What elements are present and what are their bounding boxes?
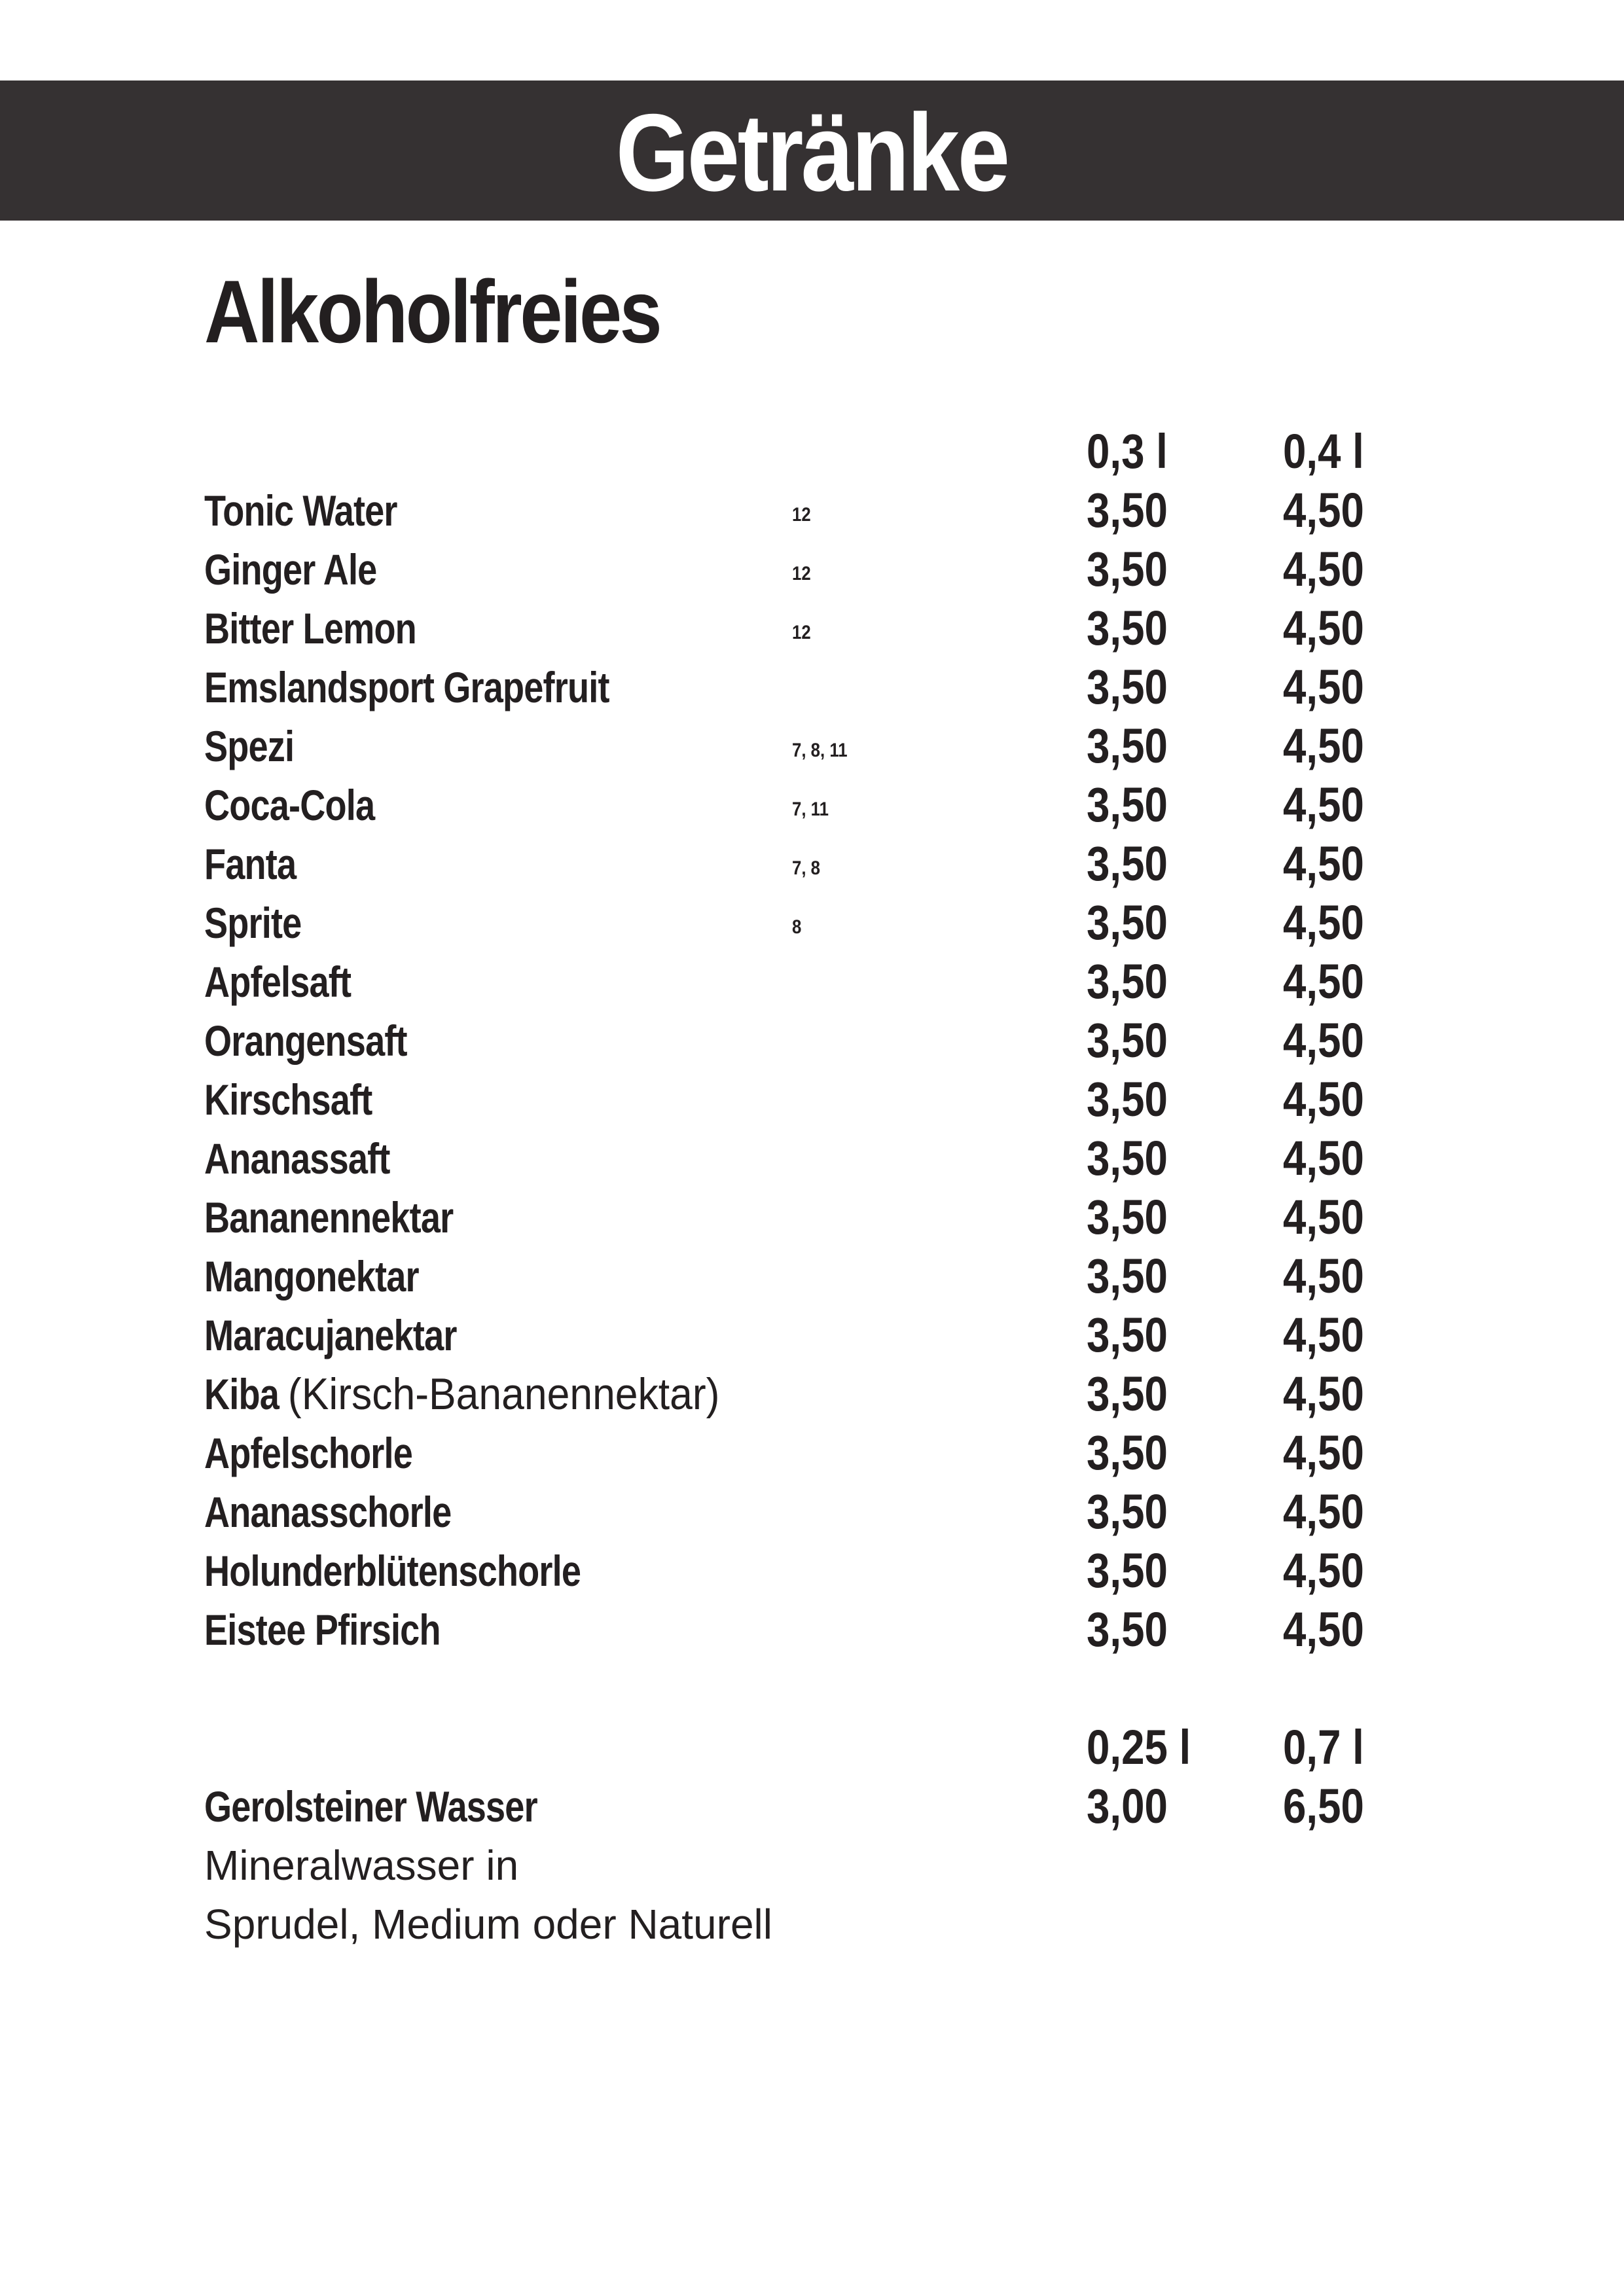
item-name-text: Spezi: [204, 722, 295, 770]
allergen-codes: 12: [792, 504, 811, 526]
price-small: 3,50: [1087, 895, 1168, 950]
item-name-text: Ginger Ale: [204, 545, 377, 594]
price-small: 3,50: [1087, 1543, 1168, 1598]
price-small: 3,50: [1087, 660, 1168, 714]
item-name: [204, 893, 301, 952]
item-name: Gerolsteiner Wasser: [204, 1782, 537, 1831]
item-name-text: Eistee Pfirsich: [204, 1605, 441, 1654]
price-large: 4,50: [1283, 1367, 1364, 1421]
item-name-text: Apfelschorle: [204, 1429, 412, 1477]
price-large: 4,50: [1283, 660, 1364, 714]
price-large: 4,50: [1283, 1190, 1364, 1244]
price-small: 3,50: [1087, 1013, 1168, 1067]
menu-item-row: [0, 1247, 1624, 1306]
price-large: 4,50: [1283, 1072, 1364, 1126]
menu-item-row: [0, 834, 1624, 893]
menu-item-row: [0, 1424, 1624, 1482]
price-large: 4,50: [1283, 719, 1364, 773]
item-name-text: Bananennektar: [204, 1193, 454, 1242]
allergen-codes: 8: [792, 916, 802, 938]
menu-item-row: [0, 952, 1624, 1011]
menu-item-row: [0, 540, 1624, 599]
item-name-text: Maracujanektar: [204, 1311, 457, 1359]
item-name-text: Mangonektar: [204, 1252, 419, 1300]
menu-item-row: [0, 893, 1624, 952]
size-label-2: 0,4 l: [1283, 424, 1364, 478]
item-name-text: Coca-Cola: [204, 781, 375, 829]
item-name: [204, 1482, 451, 1541]
water-description-line-2: Sprudel, Medium oder Naturell: [204, 1901, 772, 1948]
section-title: Alkoholfreies: [204, 262, 660, 361]
price-large: 4,50: [1283, 1013, 1364, 1067]
price-small: 3,50: [1087, 1190, 1168, 1244]
price-small: 3,50: [1087, 1131, 1168, 1185]
allergen-codes: 12: [792, 563, 811, 584]
item-name-text: Holunderblütenschorle: [204, 1547, 581, 1595]
price-large: 4,50: [1283, 542, 1364, 596]
item-name: [204, 952, 351, 1011]
menu-item-row: [0, 717, 1624, 776]
item-name-text: Fanta: [204, 840, 297, 888]
item-name: [204, 1188, 453, 1247]
price-large: 4,50: [1283, 483, 1364, 537]
price-small: 3,50: [1087, 1308, 1168, 1362]
water-size-label-1: 0,25 l: [1087, 1720, 1191, 1774]
item-name-text: Kiba: [204, 1370, 280, 1418]
price-small: 3,50: [1087, 1072, 1168, 1126]
price-small: 3,50: [1087, 1426, 1168, 1480]
price-large: 4,50: [1283, 1308, 1364, 1362]
price-small: 3,50: [1087, 483, 1168, 537]
allergen-codes: 7, 8: [792, 857, 821, 879]
item-name: [204, 1070, 372, 1129]
water-size-header-row: [0, 1718, 1624, 1777]
allergen-codes: 12: [792, 622, 811, 643]
price-large: 6,50: [1283, 1779, 1364, 1833]
item-name: [204, 1424, 412, 1482]
item-name: [204, 776, 374, 834]
item-name: [204, 481, 397, 540]
menu-item-row: [0, 1011, 1624, 1070]
item-name-text: Emslandsport Grapefruit: [204, 663, 609, 711]
price-large: 4,50: [1283, 778, 1364, 832]
menu-item-row: [0, 1541, 1624, 1600]
menu-item-row: [0, 481, 1624, 540]
price-small: 3,50: [1087, 954, 1168, 1009]
menu-item-row: [0, 776, 1624, 834]
price-large: 4,50: [1283, 1131, 1364, 1185]
item-name: [204, 834, 296, 893]
item-name-text: Bitter Lemon: [204, 604, 416, 653]
item-name: [204, 1011, 407, 1070]
item-name-text: Apfelsaft: [204, 958, 352, 1006]
menu-item-row: [0, 1188, 1624, 1247]
menu-item-row: [0, 1600, 1624, 1659]
item-name: [204, 1600, 441, 1659]
menu-item-row: [0, 1306, 1624, 1365]
size-label-1: 0,3 l: [1087, 424, 1168, 478]
item-name: [204, 1247, 419, 1306]
price-small: 3,50: [1087, 1484, 1168, 1539]
price-small: 3,50: [1087, 1249, 1168, 1303]
price-large: 4,50: [1283, 1484, 1364, 1539]
price-large: 4,50: [1283, 1602, 1364, 1657]
item-name: [204, 717, 294, 776]
price-large: 4,50: [1283, 836, 1364, 891]
item-name-text: Sprite: [204, 899, 302, 947]
price-large: 4,50: [1283, 1543, 1364, 1598]
item-subtitle: (Kirsch-Bananennektar): [288, 1369, 720, 1419]
menu-item-row: [0, 658, 1624, 717]
price-large: 4,50: [1283, 1426, 1364, 1480]
price-small: 3,50: [1087, 1602, 1168, 1657]
price-large: 4,50: [1283, 895, 1364, 950]
menu-item-row: [0, 599, 1624, 658]
item-name: [204, 1365, 720, 1424]
allergen-codes: 7, 11: [792, 798, 829, 820]
price-small: 3,50: [1087, 601, 1168, 655]
price-small: 3,00: [1087, 1779, 1168, 1833]
price-small: 3,50: [1087, 719, 1168, 773]
price-small: 3,50: [1087, 836, 1168, 891]
menu-item-row: [0, 1070, 1624, 1129]
item-name: [204, 1129, 390, 1188]
item-name: [204, 1306, 457, 1365]
page-title: Getränke: [616, 91, 1008, 214]
price-small: 3,50: [1087, 542, 1168, 596]
price-large: 4,50: [1283, 601, 1364, 655]
item-name-text: Tonic Water: [204, 486, 397, 535]
water-description-line-1: Mineralwasser in: [204, 1842, 519, 1889]
item-name-text: Ananassaft: [204, 1134, 390, 1183]
price-large: 4,50: [1283, 954, 1364, 1009]
size-header-row: [0, 422, 1624, 481]
price-small: 3,50: [1087, 1367, 1168, 1421]
water-row: [0, 1777, 1624, 1836]
menu-item-row: [0, 1482, 1624, 1541]
menu-item-row: [0, 1129, 1624, 1188]
item-name: [204, 540, 376, 599]
item-name: [204, 658, 609, 717]
menu-item-row: [0, 1365, 1624, 1424]
water-size-label-2: 0,7 l: [1283, 1720, 1364, 1774]
item-name-text: Orangensaft: [204, 1016, 407, 1065]
item-name: [204, 599, 416, 658]
allergen-codes: 7, 8, 11: [792, 740, 848, 761]
header-banner: [0, 81, 1624, 221]
item-name: [204, 1541, 581, 1600]
price-large: 4,50: [1283, 1249, 1364, 1303]
item-name-text: Kirschsaft: [204, 1075, 372, 1124]
price-small: 3,50: [1087, 778, 1168, 832]
item-name-text: Ananasschorle: [204, 1488, 452, 1536]
